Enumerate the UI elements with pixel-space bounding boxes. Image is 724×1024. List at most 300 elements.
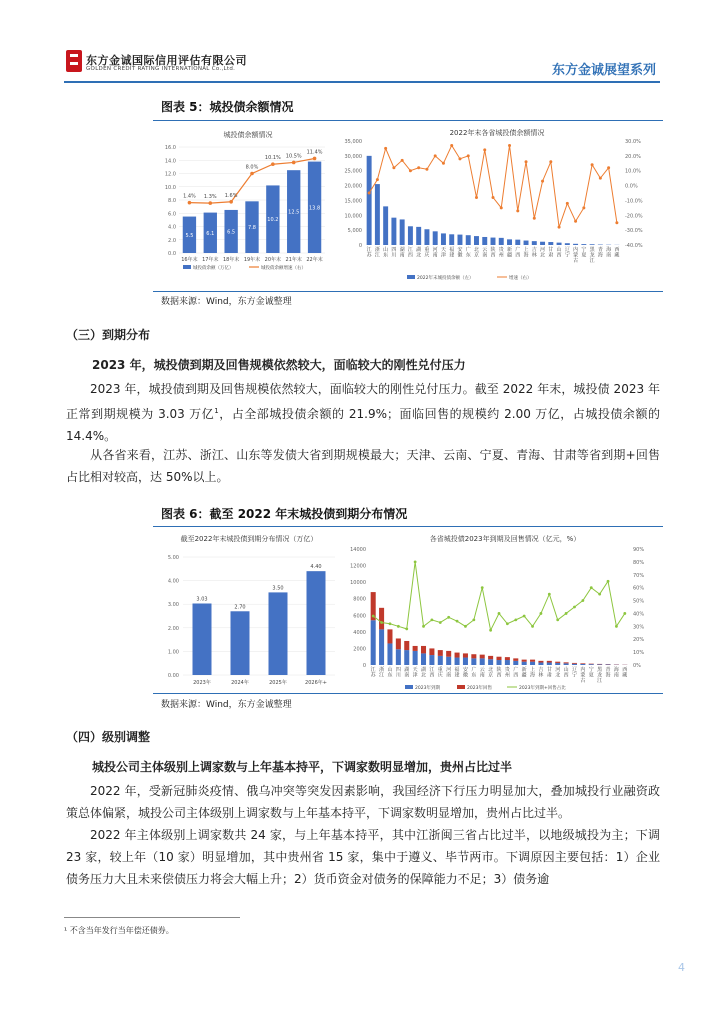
- bar-maturity: [404, 650, 409, 665]
- legend-swatch: [405, 685, 413, 689]
- x-tick-label: 江西: [429, 667, 435, 679]
- line-point: [372, 615, 375, 618]
- line-point: [417, 166, 420, 169]
- footnote-rule: [64, 917, 240, 918]
- line-point: [397, 625, 400, 628]
- y-tick-label: 0.00: [167, 673, 179, 679]
- x-tick-label: 吉林: [538, 667, 544, 679]
- x-tick-label: 江苏: [366, 247, 372, 259]
- x-tick-label: 河北: [555, 667, 561, 679]
- chart-title: 截至2022年末城投债到期分布情况（万亿）: [180, 535, 318, 543]
- legend-label: 城投债余额（万亿）: [193, 266, 234, 271]
- line-point: [376, 178, 379, 181]
- page-number: 4: [678, 961, 685, 974]
- y-tick-label: 0: [362, 663, 366, 669]
- bar-put: [496, 657, 501, 660]
- bar-label: 10.2: [267, 217, 279, 224]
- x-tick-label: 陕西: [490, 247, 496, 259]
- y2-tick-label: -10.0%: [625, 198, 643, 205]
- bar: [474, 236, 479, 245]
- bar: [375, 184, 380, 245]
- line-point: [389, 622, 392, 625]
- y2-tick-label: 20%: [633, 637, 645, 644]
- line-point: [548, 593, 551, 596]
- line-point: [483, 148, 486, 151]
- x-tick-label: 海南: [606, 247, 612, 259]
- y-tick-label: 3.00: [167, 602, 179, 609]
- bar-maturity: [580, 664, 585, 665]
- bar-maturity: [471, 658, 476, 665]
- y-tick-label: 2.0: [168, 237, 176, 244]
- line-point: [582, 206, 585, 209]
- bar: [441, 233, 446, 245]
- bar-label: 6.5: [227, 229, 236, 236]
- y-tick-label: 12.0: [164, 171, 176, 178]
- x-tick-label: 22年末: [306, 257, 323, 263]
- y-tick-label: 2000: [353, 646, 366, 653]
- bar-maturity: [438, 656, 443, 665]
- figure5-source: 数据来源：Wind，东方金诚整理: [161, 297, 292, 307]
- line-point: [229, 200, 233, 204]
- bar-maturity: [538, 663, 543, 665]
- x-tick-label: 重庆: [437, 667, 443, 679]
- bar-put: [488, 656, 493, 659]
- bar: [367, 156, 372, 245]
- y-tick-label: 35,000: [344, 139, 362, 145]
- bar-put: [530, 660, 535, 662]
- y-tick-label: 5,000: [347, 228, 362, 235]
- bar: [307, 571, 326, 675]
- line-point: [250, 172, 254, 176]
- x-tick-label: 2024年: [231, 680, 249, 686]
- y2-tick-label: 90%: [633, 547, 645, 553]
- line-point: [523, 615, 526, 618]
- x-tick-label: 青海: [605, 667, 611, 679]
- bar: [416, 227, 421, 245]
- y2-tick-label: 80%: [633, 559, 645, 566]
- y-tick-label: 6.0: [168, 211, 176, 218]
- bar-label: 6.1: [206, 230, 215, 237]
- line-point: [481, 586, 484, 589]
- bar-label: 13.8: [309, 205, 321, 212]
- line-point: [447, 616, 450, 619]
- bar-maturity: [555, 663, 560, 665]
- y2-tick-label: -20.0%: [625, 213, 643, 220]
- y-tick-label: 1.00: [167, 649, 179, 656]
- bar-put: [438, 650, 443, 656]
- line-point: [514, 618, 517, 621]
- x-tick-label: 福建: [449, 247, 455, 259]
- page-number-tab: [656, 944, 724, 990]
- x-tick-label: 山西: [556, 247, 562, 259]
- y-tick-label: 14000: [350, 547, 366, 553]
- line-point: [598, 593, 601, 596]
- series-line: [373, 562, 625, 630]
- y-tick-label: 25,000: [344, 168, 362, 175]
- bar-put: [446, 651, 451, 657]
- bar-label: 7.8: [248, 225, 256, 232]
- bar-put: [455, 653, 460, 658]
- x-tick-label: 广西: [513, 667, 519, 679]
- bar: [540, 242, 545, 245]
- x-tick-label: 内蒙古: [580, 667, 586, 684]
- figure6-source: 数据来源：Wind，东方金诚整理: [161, 700, 292, 710]
- line-point: [292, 161, 296, 165]
- bar-maturity: [396, 649, 401, 665]
- bar-put: [547, 661, 552, 663]
- bar: [532, 241, 537, 245]
- x-tick-label: 江西: [407, 247, 413, 259]
- bar-maturity: [387, 643, 392, 665]
- y-tick-label: 8000: [353, 596, 366, 603]
- line-point: [208, 201, 212, 205]
- y2-tick-label: -40.0%: [625, 243, 643, 249]
- x-tick-label: 浙江: [379, 667, 385, 679]
- line-point: [401, 159, 404, 162]
- bar: [449, 234, 454, 245]
- y-tick-label: 10,000: [344, 213, 362, 220]
- x-tick-label: 安徽: [457, 247, 463, 259]
- legend-label: 增速（右）: [509, 276, 532, 281]
- bar: [491, 238, 496, 245]
- x-tick-label: 辽宁: [564, 247, 570, 259]
- chart-province-maturity: [345, 531, 659, 691]
- chart-title: 城投债余额情况: [223, 131, 273, 139]
- line-point: [414, 560, 417, 563]
- line-label: 11.4%: [306, 149, 323, 156]
- line-point: [607, 580, 610, 583]
- bar-maturity: [488, 659, 493, 665]
- y-tick-label: 14.0: [164, 158, 176, 165]
- bar-put: [572, 663, 577, 664]
- line-label: 8.0%: [245, 164, 259, 171]
- bar: [548, 242, 553, 245]
- bar: [391, 218, 396, 245]
- x-tick-label: 安徽: [462, 667, 468, 679]
- line-point: [431, 618, 434, 621]
- bar: [408, 226, 413, 245]
- bar-maturity: [513, 661, 518, 665]
- bar-put: [387, 629, 392, 643]
- line-point: [439, 621, 442, 624]
- x-tick-label: 宁夏: [588, 667, 594, 679]
- y2-tick-label: 40%: [633, 611, 645, 618]
- y2-tick-label: 60%: [633, 585, 645, 592]
- figure6-frame: [153, 526, 663, 694]
- header-rule: [64, 81, 660, 83]
- x-tick-label: 天津: [440, 247, 446, 259]
- bar: [507, 239, 512, 245]
- line-point: [368, 192, 371, 195]
- bar-maturity: [572, 664, 577, 665]
- x-tick-label: 上海: [523, 247, 529, 259]
- line-point: [573, 606, 576, 609]
- chart-title: 各省城投债2023年到期及回售情况（亿元，%）: [429, 535, 581, 543]
- bar: [383, 206, 388, 245]
- company-name-cn: 东方金诚国际信用评估有限公司: [86, 54, 247, 67]
- section3-subheading: 2023 年，城投债到期及回售规模依然较大，面临较大的刚性兑付压力: [92, 358, 466, 372]
- bar-put: [471, 654, 476, 658]
- line-point: [464, 625, 467, 628]
- y-tick-label: 16.0: [164, 145, 176, 151]
- x-tick-label: 湖南: [399, 247, 405, 259]
- x-tick-label: 云南: [479, 667, 485, 679]
- bar: [457, 235, 462, 245]
- line-point: [489, 629, 492, 632]
- x-tick-label: 海南: [613, 667, 619, 679]
- y2-tick-label: 50%: [633, 598, 645, 605]
- line-point: [556, 618, 559, 621]
- x-tick-label: 19年末: [243, 257, 261, 263]
- x-tick-label: 吉林: [531, 247, 537, 259]
- legend-label: 城投债余额增速（右）: [261, 266, 306, 271]
- bar: [499, 238, 504, 245]
- x-tick-label: 广西: [515, 247, 521, 259]
- x-tick-label: 湖南: [404, 667, 410, 679]
- section4-paragraph-2: 2022 年主体级别上调家数共 24 家，与上年基本持平，其中江浙闽三省占比过半，以地级城投为主；下调 23 家，较上年（10 家）明显增加，其中贵州省 15 家，集中于遵义、毕节两市。下调原因主要包括：1）企业债务压力大且未来偿债压力将会大幅上升；2）货币资金对债务的保障能力不足；3）债务逾: [66, 828, 660, 886]
- x-tick-label: 浙江: [374, 247, 380, 259]
- x-tick-label: 湖北: [416, 247, 422, 259]
- x-tick-label: 辽宁: [571, 667, 577, 679]
- x-tick-label: 山东: [383, 247, 389, 259]
- bar-maturity: [429, 655, 434, 665]
- bar-label: 2.70: [234, 604, 246, 611]
- line-point: [566, 202, 569, 205]
- chart-maturity-distribution: [153, 531, 339, 691]
- x-tick-label: 河南: [432, 247, 438, 259]
- x-tick-label: 2025年: [269, 680, 287, 686]
- bar: [400, 219, 405, 245]
- x-tick-label: 河北: [540, 247, 546, 259]
- line-point: [540, 612, 543, 615]
- bar: [424, 229, 429, 245]
- line-point: [590, 586, 593, 589]
- y2-tick-label: 10.0%: [625, 168, 641, 175]
- bar-put: [564, 662, 569, 663]
- bar-put: [522, 660, 527, 662]
- line-point: [492, 196, 495, 199]
- legend-label: 2023年到期+回售占比: [519, 686, 566, 691]
- y2-tick-label: 10%: [633, 650, 645, 657]
- line-point: [422, 625, 425, 628]
- bar-maturity: [496, 660, 501, 665]
- line-point: [581, 599, 584, 602]
- line-point: [558, 226, 561, 229]
- bar-put: [505, 657, 510, 660]
- x-tick-label: 福建: [454, 667, 460, 679]
- line-point: [508, 144, 511, 147]
- bar-maturity: [455, 658, 460, 665]
- line-point: [525, 160, 528, 163]
- x-tick-label: 黑龙江: [589, 247, 595, 264]
- bar-put: [404, 641, 409, 650]
- y-tick-label: 4.00: [167, 578, 179, 585]
- bar: [231, 611, 250, 675]
- x-tick-label: 北京: [473, 247, 479, 259]
- bar-maturity: [413, 651, 418, 665]
- bar: [269, 592, 288, 675]
- section3-heading: （三）到期分布: [66, 328, 151, 342]
- bar: [482, 237, 487, 245]
- line-point: [615, 221, 618, 224]
- line-point: [506, 622, 509, 625]
- x-tick-label: 陕西: [496, 667, 502, 679]
- x-tick-label: 21年末: [285, 257, 302, 263]
- line-point: [516, 209, 519, 212]
- bar: [573, 244, 578, 245]
- bar-put: [580, 663, 585, 664]
- bar-put: [379, 608, 384, 630]
- series-title: 东方金诚展望系列: [551, 63, 656, 78]
- legend-label: 2023年到期: [415, 686, 440, 691]
- line-point: [623, 612, 626, 615]
- line-point: [607, 166, 610, 169]
- bar-maturity: [530, 662, 535, 665]
- y-tick-label: 4.0: [168, 224, 176, 231]
- y-tick-label: 10.0: [164, 184, 176, 191]
- x-tick-label: 新疆: [521, 667, 527, 679]
- x-tick-label: 四川: [391, 247, 397, 259]
- y-tick-label: 30,000: [344, 153, 362, 160]
- footnote: ¹ 不含当年发行当年偿还债券。: [64, 926, 174, 935]
- bar: [590, 244, 595, 245]
- line-point: [409, 169, 412, 172]
- y2-tick-label: 0.0%: [625, 183, 638, 190]
- x-tick-label: 四川: [395, 667, 401, 679]
- x-tick-label: 江苏: [370, 667, 376, 679]
- x-tick-label: 贵州: [504, 667, 510, 679]
- bar-maturity: [505, 660, 510, 665]
- figure5-frame: [153, 120, 663, 292]
- line-label: 10.5%: [285, 153, 302, 160]
- line-point: [434, 154, 437, 157]
- bar-label: 3.03: [196, 596, 208, 603]
- bar: [557, 243, 562, 245]
- bar-put: [421, 646, 426, 653]
- y-tick-label: 6000: [353, 613, 366, 620]
- y-tick-label: 0.0: [168, 251, 176, 257]
- x-tick-label: 重庆: [424, 247, 430, 259]
- line-point: [380, 621, 383, 624]
- x-tick-label: 山西: [563, 667, 569, 679]
- bar-put: [413, 646, 418, 651]
- line-point: [498, 612, 501, 615]
- bar: [466, 235, 471, 245]
- x-tick-label: 黑龙江: [597, 667, 603, 684]
- y2-tick-label: 30.0%: [625, 139, 641, 145]
- line-point: [574, 220, 577, 223]
- bar: [524, 241, 529, 245]
- bar-maturity: [463, 658, 468, 665]
- line-point: [188, 201, 192, 205]
- bar-maturity: [597, 664, 602, 665]
- x-tick-label: 青海: [597, 247, 603, 259]
- bar-put: [513, 658, 518, 660]
- bar-maturity: [480, 658, 485, 665]
- x-tick-label: 18年末: [222, 257, 240, 263]
- bar-put: [480, 655, 485, 659]
- x-tick-label: 河南: [446, 667, 452, 679]
- line-point: [591, 163, 594, 166]
- legend-swatch: [183, 265, 191, 269]
- x-tick-label: 20年末: [264, 257, 282, 263]
- y-tick-label: 2.00: [167, 625, 179, 632]
- line-label: 1.3%: [203, 194, 217, 201]
- bar-put: [463, 653, 468, 657]
- company-name-en: GOLDEN CREDIT RATING INTERNATIONAL Co.,Ltd.: [86, 66, 236, 72]
- x-tick-label: 天津: [412, 667, 418, 679]
- line-point: [541, 180, 544, 183]
- y-tick-label: 12000: [350, 563, 366, 570]
- bar-label: 5.5: [185, 232, 194, 239]
- bar-label: 4.40: [310, 564, 322, 571]
- x-tick-label: 宁夏: [581, 247, 587, 259]
- section4-heading: （四）级别调整: [66, 730, 151, 744]
- figure6-title: 图表 6：截至 2022 年末城投债到期分布情况: [161, 507, 408, 521]
- section3-paragraph-1: 2023 年，城投债到期及回售规模依然较大，面临较大的刚性兑付压力。截至 2022 年末，城投债 2023 年正常到期规模为 3.03 万亿$^1$，占全部城投债余额的 21.9%；面临回售的规模约 2.00 万亿，占城投债余额的 14.4%。: [66, 382, 660, 443]
- bar-maturity: [547, 663, 552, 665]
- bar-maturity: [371, 620, 376, 665]
- y2-tick-label: 30%: [633, 624, 645, 631]
- bar-label: 12.5: [288, 209, 300, 216]
- bar-maturity: [379, 629, 384, 665]
- line-point: [531, 625, 534, 628]
- section4-paragraph-1: 2022 年，受新冠肺炎疫情、俄乌冲突等突发因素影响，我国经济下行压力明显加大，叠加城投行业融资政策总体偏紧，城投公司主体级别上调家数与上年基本持平，下调家数明显增加，贵州占比过半。: [66, 784, 660, 820]
- chart-province-balance: [337, 125, 659, 285]
- bar: [193, 603, 212, 675]
- bar-put: [396, 638, 401, 649]
- x-tick-label: 山东: [387, 667, 393, 679]
- section4-subheading: 城投公司主体级别上调家数与上年基本持平，下调家数明显增加，贵州占比过半: [92, 760, 513, 774]
- line-point: [405, 628, 408, 631]
- line-point: [384, 147, 387, 150]
- bar: [515, 240, 520, 245]
- line-point: [392, 166, 395, 169]
- bar-put: [429, 648, 434, 655]
- x-tick-label: 17年末: [202, 257, 219, 263]
- line-point: [472, 618, 475, 621]
- series-line: [369, 145, 617, 227]
- bar-maturity: [522, 662, 527, 665]
- x-tick-label: 西藏: [622, 667, 628, 679]
- y-tick-label: 10000: [350, 580, 366, 587]
- bar-label: 3.50: [272, 585, 284, 592]
- x-tick-label: 北京: [488, 667, 494, 679]
- x-tick-label: 16年末: [181, 257, 198, 263]
- legend-label: 2022年末城投债余额（左）: [417, 276, 474, 281]
- x-tick-label: 2023年: [193, 680, 211, 686]
- chart-debt-balance: [153, 127, 331, 277]
- y2-tick-label: 70%: [633, 572, 645, 579]
- y-tick-label: 20,000: [344, 183, 362, 190]
- figure5-title: 图表 5：城投债余额情况: [161, 100, 294, 114]
- x-tick-label: 内蒙古: [573, 247, 579, 264]
- x-tick-label: 湖北: [421, 667, 427, 679]
- bar: [581, 244, 586, 245]
- bar-maturity: [446, 657, 451, 665]
- y2-tick-label: 0%: [633, 663, 641, 669]
- line-point: [533, 217, 536, 220]
- y-tick-label: 5.00: [167, 555, 179, 561]
- line-label: 1.6%: [224, 192, 238, 199]
- chart-title: 2022年末各省城投债余额情况: [449, 129, 545, 137]
- x-tick-label: 2026年+: [305, 680, 327, 686]
- y-tick-label: 15,000: [344, 198, 362, 205]
- x-tick-label: 西藏: [614, 247, 620, 259]
- x-tick-label: 甘肃: [548, 247, 554, 259]
- line-point: [458, 157, 461, 160]
- y2-tick-label: -30.0%: [625, 228, 643, 235]
